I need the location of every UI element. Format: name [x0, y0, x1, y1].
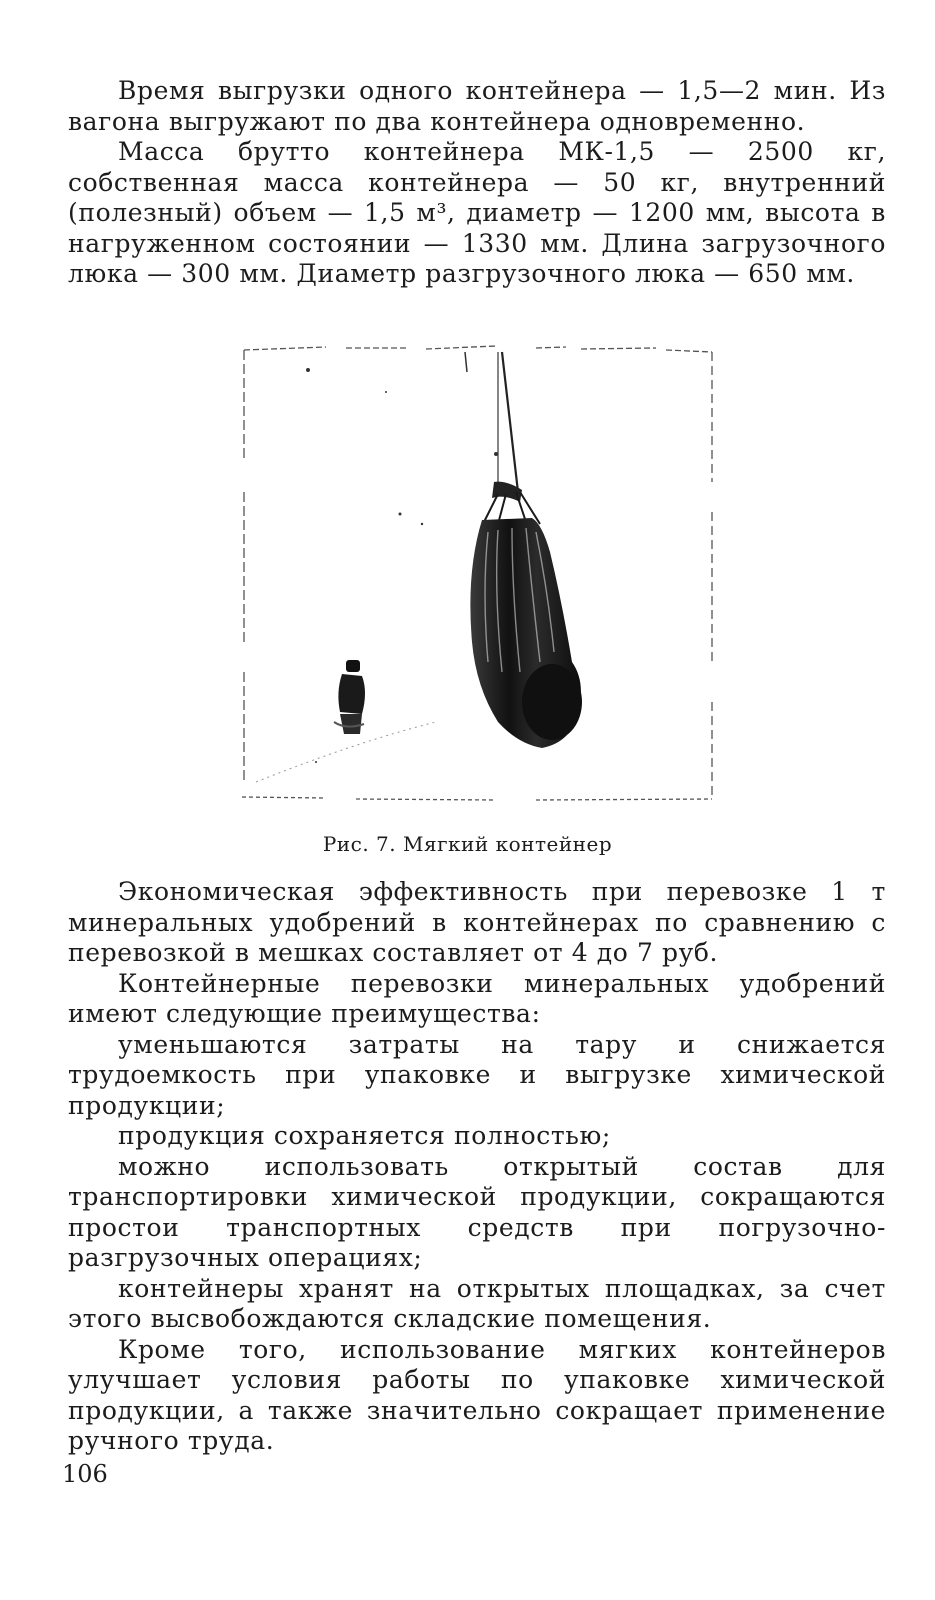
paragraph-container-specs: Масса брутто контейнера МК-1,5 — 2500 кг, собственная масса контейнера — 50 кг, внутренний (полезный) объем — 1,5 м³, диаметр — 1200 мм, высота в нагруженном состоянии — 1330 мм. Длина загрузочного люка — 300 мм. Диаметр разгрузочного люка — 650 мм. — [68, 137, 886, 288]
page-number: 106 — [62, 1460, 108, 1488]
paragraph-conclusion: Кроме того, использование мягких контейнеров улучшает условия работы по упаковке химической продукции, а также значительно сокращает применение ручного труда. — [68, 1334, 886, 1455]
paragraph-economic-efficiency: Экономическая эффективность при перевозке 1 т минеральных удобрений в контейнерах по сравнению с перевозкой в мешках составляет от 4 до 7 руб. — [68, 877, 886, 967]
paragraph-unloading-time: Время выгрузки одного контейнера — 1,5—2 мин. Из вагона выгружают по два контейнера одновременно. — [68, 76, 886, 136]
advantage-item-open-storage: контейнеры хранят на открытых площадках, за счет этого высвобождаются складские помещения. — [68, 1273, 886, 1333]
top-text-block — [68, 76, 886, 290]
advantage-item-packaging: уменьшаются затраты на тару и снижается трудоемкость при упаковке и выгрузке химической продукции; — [68, 1029, 886, 1120]
figure-caption: Рис. 7. Мягкий контейнер — [322, 832, 613, 856]
soft-container-photo — [236, 342, 716, 802]
paragraph-advantages-intro: Контейнерные перевозки минеральных удобрений имеют следующие преимущества: — [68, 968, 886, 1028]
worker-figure — [334, 660, 365, 734]
figure-soft-container — [236, 342, 716, 802]
advantage-item-open-transport: можно использовать открытый состав для транспортировки химической продукции, сокращаются простои транспортных средств при погрузочно-разгрузочных операциях; — [68, 1151, 886, 1272]
bottom-text-block — [68, 877, 886, 1457]
advantage-item-preservation: продукция сохраняется полностью; — [118, 1121, 611, 1150]
